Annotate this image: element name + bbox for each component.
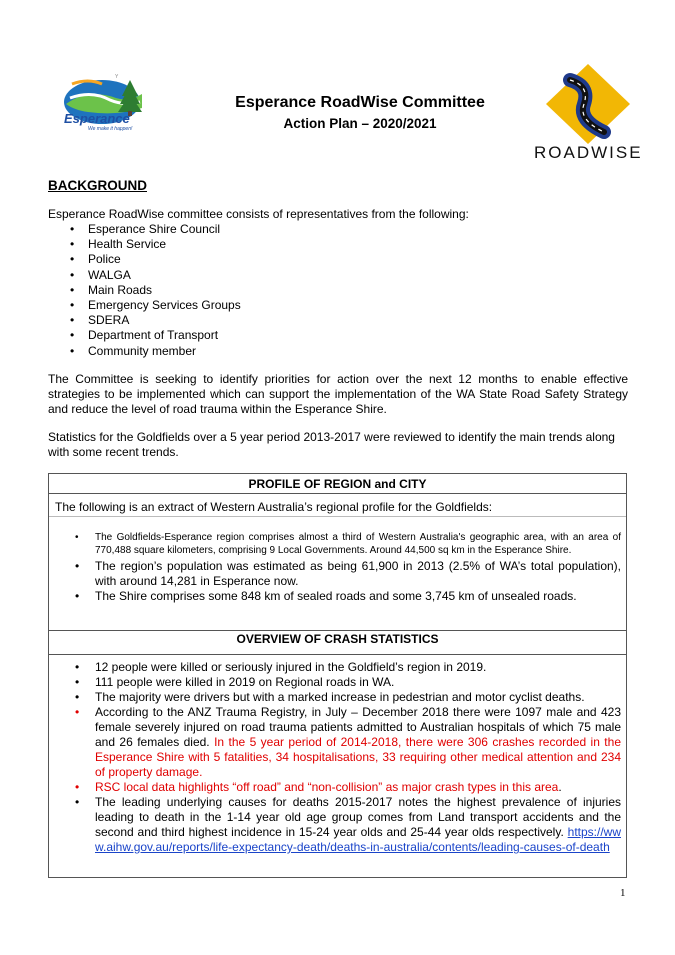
list-item xyxy=(73,780,621,795)
svg-text:Y: Y xyxy=(115,74,119,80)
list-item: • Health Service xyxy=(70,237,241,252)
crash-points xyxy=(73,660,621,855)
esperance-shire-logo xyxy=(58,74,154,136)
background-intro: Esperance RoadWise committee consists of representatives from the following: xyxy=(48,207,469,221)
list-item xyxy=(73,795,621,855)
list-item xyxy=(73,705,621,780)
background-paragraph-1: The Committee is seeking to identify priorities for action over the next 12 months to enable effective strategies to be implemented which can support the implementation of the WA State Road Safety Strategy and reduce the level of road trauma within the Esperance Shire. xyxy=(48,372,628,416)
list-item: • Police xyxy=(70,252,241,267)
document-title-block xyxy=(190,93,530,133)
aihw-link[interactable]: https://www.aihw.gov.au/reports/life-expectancy-death/deaths-in-australia/contents/leading-causes-of-death xyxy=(95,825,621,854)
esperance-crash-stats-text: In the 5 year period of 2014-2018, there were 306 crashes recorded in the Esperance Shire with 5 fatalities, 34 hospitalisations, 33 requiring other medical attention and 234 of property damage. xyxy=(95,735,621,779)
underlying-causes-text: The leading underlying causes for deaths 2015-2017 notes the highest prevalence of injuries leading to death in the 1-14 year old age group comes from Land transport accidents and the second and third highest incidence in 15-24 year olds and 25-44 year olds respectively. xyxy=(95,795,621,839)
page-number: 1 xyxy=(620,887,626,899)
list-item: • Community member xyxy=(70,344,241,359)
esperance-logo-wordmark: Esperance xyxy=(64,111,130,126)
list-item: • 12 people were killed or seriously injured in the Goldfield’s region in 2019. xyxy=(73,660,621,675)
table-divider xyxy=(49,493,626,494)
roadwise-wordmark: ROADWISE xyxy=(534,143,643,162)
list-item: • Main Roads xyxy=(70,283,241,298)
crash-header: OVERVIEW OF CRASH STATISTICS xyxy=(236,632,439,646)
list-item: • Department of Transport xyxy=(70,328,241,343)
table-divider xyxy=(49,654,626,655)
list-item: • The region’s population was estimated as being 61,900 in 2013 (2.5% of WA’s total population), with around 14,281 in Esperance now. xyxy=(73,559,621,589)
background-heading: BACKGROUND xyxy=(48,178,147,193)
table-divider xyxy=(49,630,626,631)
period-text: . xyxy=(558,780,562,794)
list-item: • The majority were drivers but with a marked increase in pedestrian and motor cyclist deaths. xyxy=(73,690,621,705)
profile-intro: The following is an extract of Western Australia’s regional profile for the Goldfields: xyxy=(55,500,493,514)
list-item: • WALGA xyxy=(70,268,241,283)
list-item: • The Shire comprises some 848 km of sealed roads and some 3,745 km of unsealed roads. xyxy=(73,589,621,604)
esperance-logo-tagline: We make it happen! xyxy=(88,126,133,132)
rsc-local-data-text: RSC local data highlights “off road” and “non-collision” as major crash types in this area xyxy=(95,780,559,794)
profile-points xyxy=(73,532,621,604)
list-item: • Esperance Shire Council xyxy=(70,222,241,237)
list-item: • Emergency Services Groups xyxy=(70,298,241,313)
profile-crash-table xyxy=(48,473,627,878)
list-item: • 111 people were killed in 2019 on Regional roads in WA. xyxy=(73,675,621,690)
profile-header: PROFILE OF REGION and CITY xyxy=(248,477,427,491)
trauma-registry-text: According to the ANZ Trauma Registry, in July – December 2018 there were 1097 male and 423 female severely injured on road trauma patients admitted to Australian hospitals of which 75 male and 26 females died. xyxy=(95,705,621,749)
table-divider xyxy=(49,516,626,517)
document-subtitle: Action Plan – 2020/2021 xyxy=(283,116,437,131)
list-item: • The Goldfields-Esperance region comprises almost a third of Western Australia's geographic area, with an area of 770,488 square kilometers, comprising 9 Local Governments. Around 44,500 sq km in the Esperance Shire. xyxy=(73,532,621,557)
list-item: • SDERA xyxy=(70,313,241,328)
member-list xyxy=(70,222,241,359)
document-title: Esperance RoadWise Committee xyxy=(235,94,485,111)
background-paragraph-2: Statistics for the Goldfields over a 5 year period 2013-2017 were reviewed to identify the main trends along with some recent trends. xyxy=(48,430,615,459)
